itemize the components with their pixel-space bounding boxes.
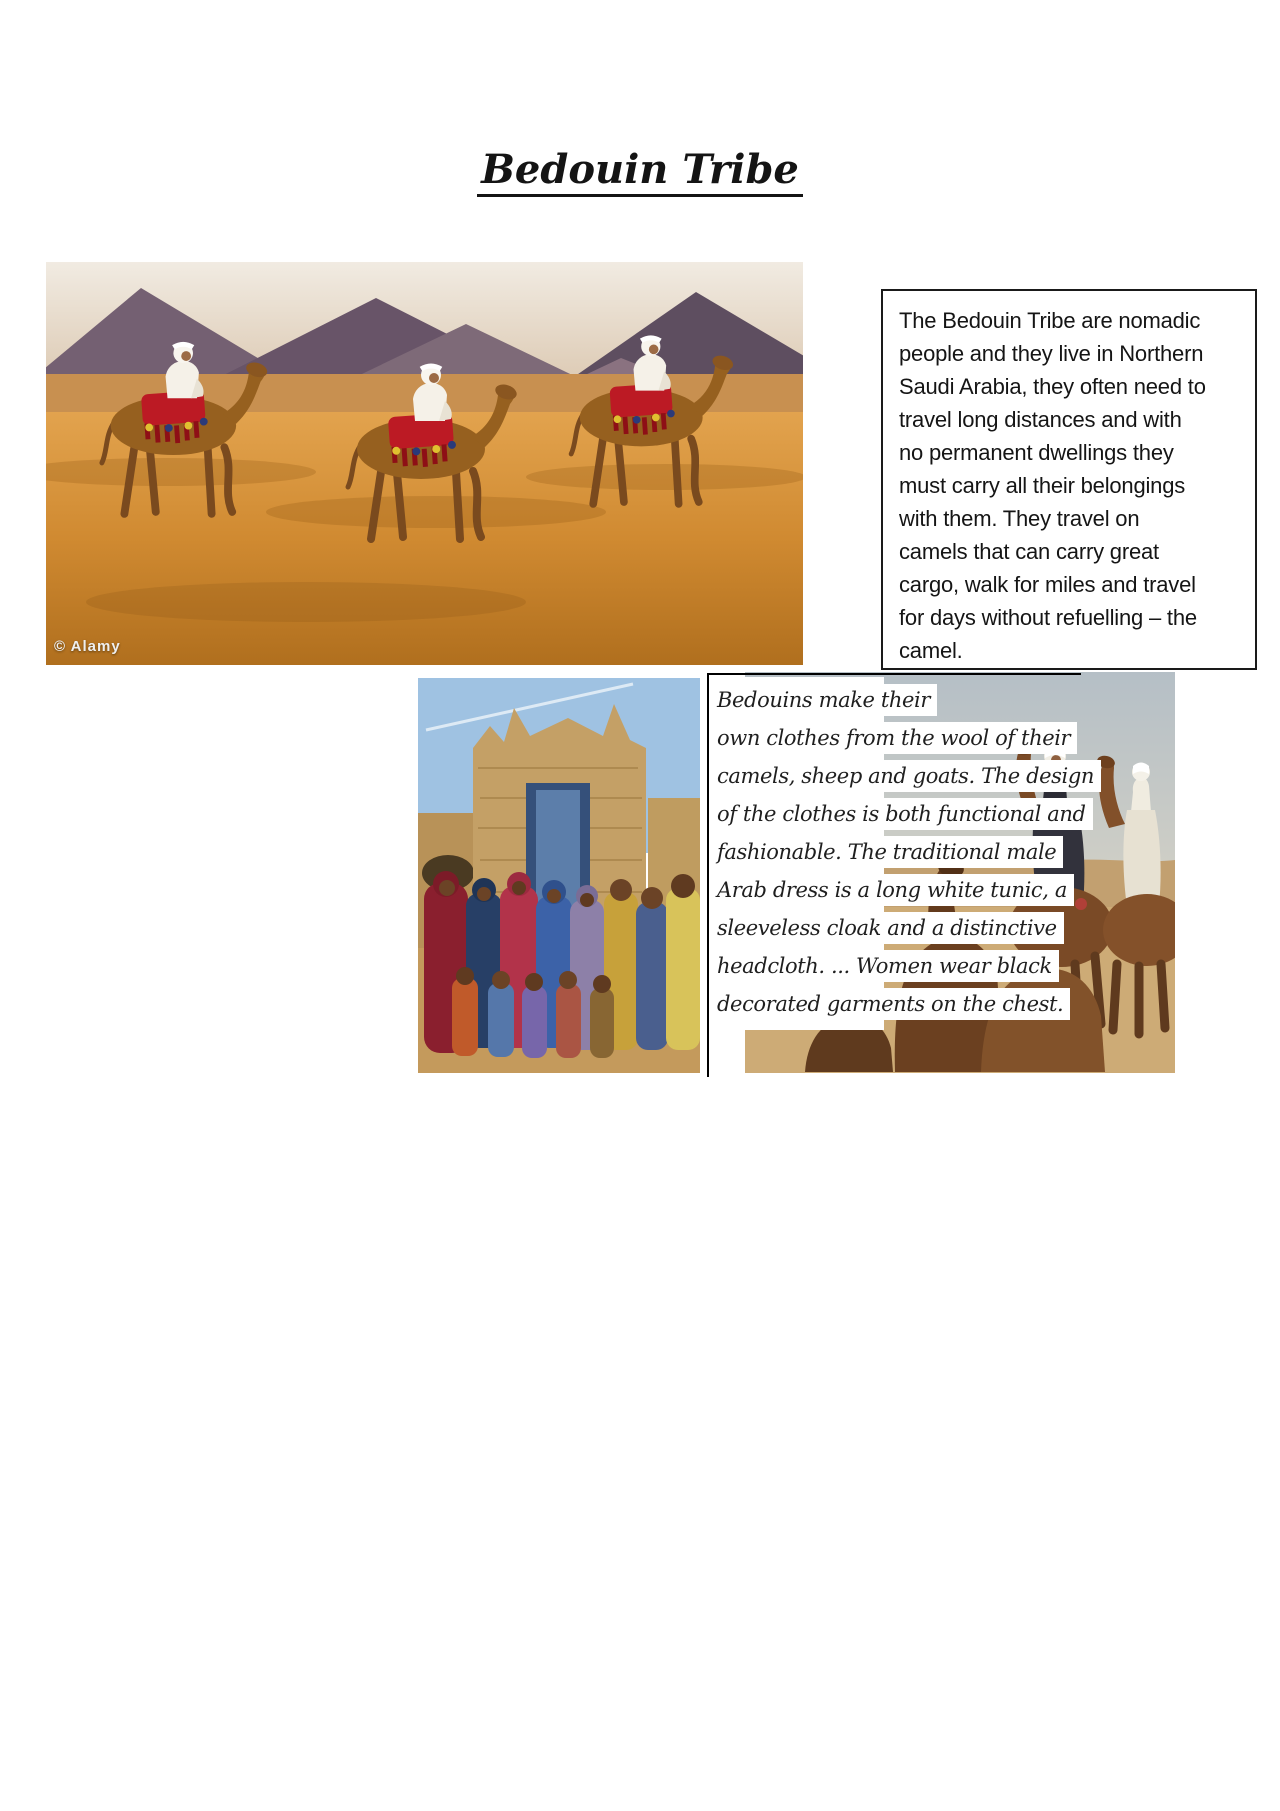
- family-photo: [418, 678, 700, 1073]
- textbox-line: Saudi Arabia, they often need to: [899, 374, 1206, 399]
- textbox-line: must carry all their belongings: [899, 473, 1186, 498]
- photo-credit: © Alamy: [54, 638, 121, 655]
- textbox-line: camel.: [899, 638, 963, 663]
- caravan-photo-art: [46, 262, 803, 665]
- textbox-line: cargo, walk for miles and travel: [899, 572, 1196, 597]
- family-group: [424, 871, 700, 1058]
- clothes-textbox: [712, 684, 1112, 1026]
- caravan-photo: [46, 262, 803, 665]
- script-line: decorated garments on the chest.: [712, 988, 1112, 1026]
- nomadic-textbox: [881, 289, 1257, 670]
- textbox-line: people and they live in Northern: [899, 341, 1204, 366]
- script-line: sleeveless cloak and a distinctive: [712, 912, 1112, 950]
- textbox-line: camels that can carry great: [899, 539, 1159, 564]
- textbox-line: no permanent dwellings they: [899, 440, 1174, 465]
- textbox-line: for days without refuelling – the: [899, 605, 1197, 630]
- textbox-line: travel long distances and with: [899, 407, 1182, 432]
- page-title: Bedouin Tribe: [477, 148, 803, 197]
- script-line: Bedouins make their: [712, 684, 1112, 722]
- script-line: of the clothes is both functional and: [712, 798, 1112, 836]
- script-line: headcloth. ... Women wear black: [712, 950, 1112, 988]
- family-photo-art: [418, 678, 700, 1073]
- textbox-line: The Bedouin Tribe are nomadic: [899, 308, 1201, 333]
- script-line: own clothes from the wool of their: [712, 722, 1112, 760]
- title-row: [0, 148, 1280, 197]
- script-line: Arab dress is a long white tunic, a: [712, 874, 1112, 912]
- textbox-line: with them. They travel on: [899, 506, 1140, 531]
- script-line: fashionable. The traditional male: [712, 836, 1112, 874]
- script-line: camels, sheep and goats. The design: [712, 760, 1112, 798]
